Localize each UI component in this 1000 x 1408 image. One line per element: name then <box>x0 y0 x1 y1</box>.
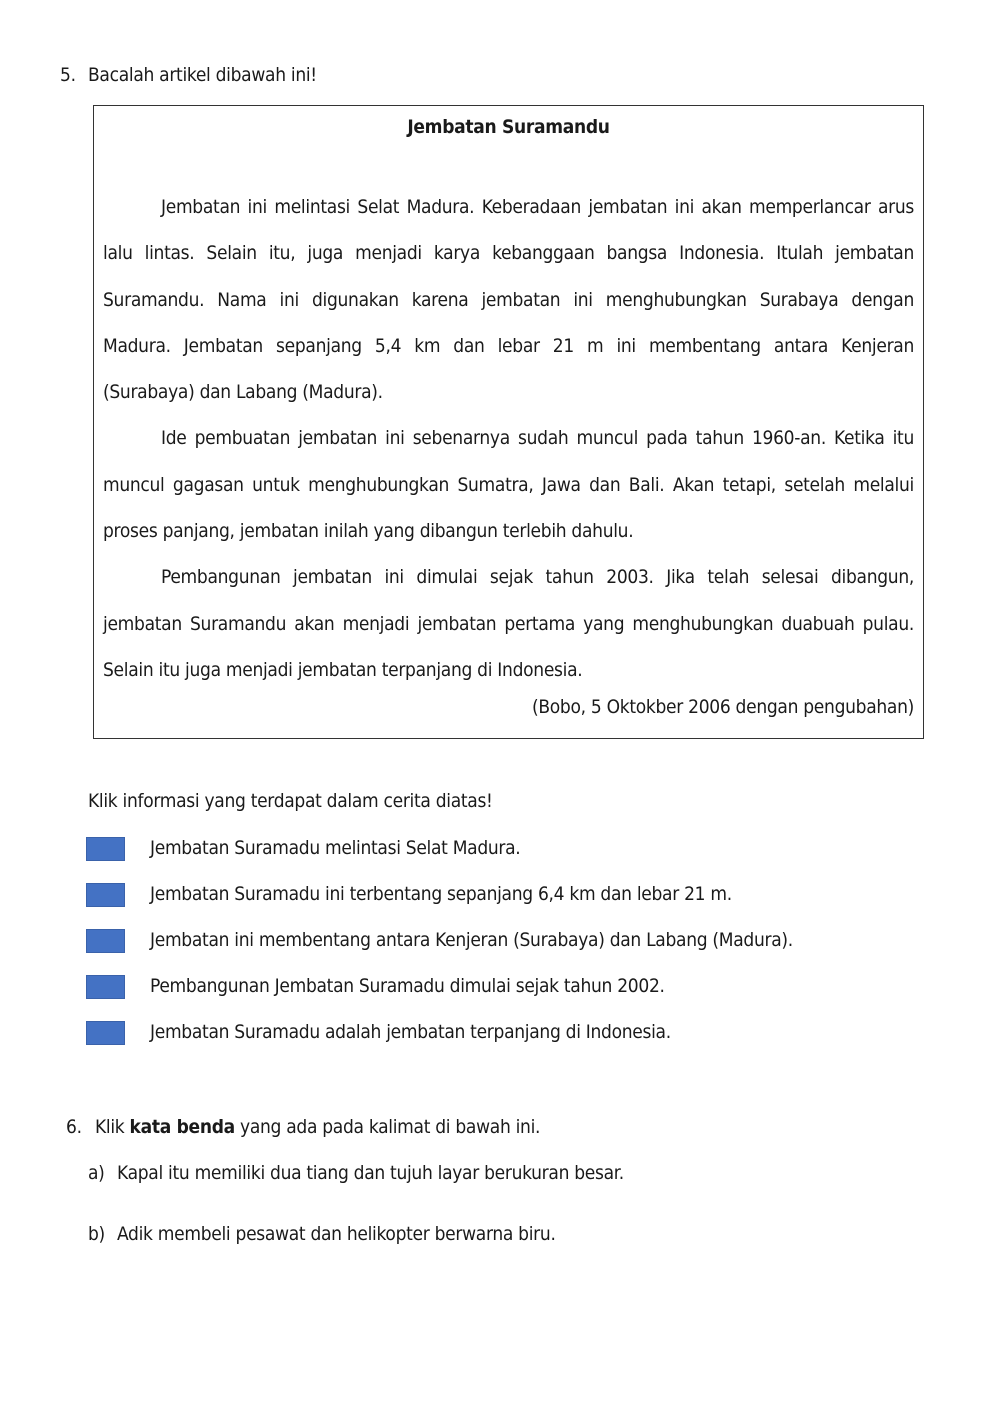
article-box <box>93 105 924 739</box>
option-1-checkbox[interactable] <box>86 837 125 861</box>
article-paragraph-3: Pembangunan jembatan ini dimulai sejak tahun 2003. Jika telah selesai dibangun, jembatan Suramandu akan menjadi jembatan pertama yang menghubungkan duabuah pulau. Selain itu juga menjadi jembatan terpanjang di Indonesia. <box>103 566 914 681</box>
option-5-checkbox[interactable] <box>86 1021 125 1045</box>
sentence-b[interactable] <box>88 1223 556 1245</box>
question-6-heading <box>66 1115 540 1139</box>
question-6-number: 6. <box>66 1116 82 1138</box>
option-3-label: Jembatan ini membentang antara Kenjeran (Surabaya) dan Labang (Madura). <box>150 929 793 951</box>
article-paragraph-2: Ide pembuatan jembatan ini sebenarnya sudah muncul pada tahun 1960-an. Ketika itu muncul gagasan untuk menghubungkan Sumatra, Jawa dan Bali. Akan tetapi, setelah melalui proses panjang, jembatan inilah yang dibangun terlebih dahulu. <box>103 427 914 543</box>
sentence-a-letter: a) <box>88 1162 105 1184</box>
sentence-b-text[interactable]: Adik membeli pesawat dan helikopter berwarna biru. <box>117 1223 556 1245</box>
question-5-heading <box>60 63 317 87</box>
article-source: (Bobo, 5 Oktokber 2006 dengan pengubahan) <box>531 696 914 718</box>
question-5-prompt: Bacalah artikel dibawah ini! <box>88 64 317 86</box>
question-5-number: 5. <box>60 64 76 86</box>
option-2-checkbox[interactable] <box>86 883 125 907</box>
sentence-a-text[interactable]: Kapal itu memiliki dua tiang dan tujuh layar berukuran besar. <box>117 1162 624 1184</box>
option-2-label: Jembatan Suramadu ini terbentang sepanjang 6,4 km dan lebar 21 m. <box>150 883 732 905</box>
instruction-text: Klik informasi yang terdapat dalam cerita diatas! <box>88 790 493 812</box>
article-paragraph-1: Jembatan ini melintasi Selat Madura. Keberadaan jembatan ini akan memperlancar arus lalu lintas. Selain itu, juga menjadi karya kebanggaan bangsa Indonesia. Itulah jembatan Suramandu. Nama ini digunakan karena jembatan ini menghubungkan Surabaya dengan Madura. Jembatan sepanjang 5,4 km dan lebar 21 m ini membentang antara Kenjeran (Surabaya) dan Labang (Madura). <box>103 196 914 404</box>
option-3-checkbox[interactable] <box>86 929 125 953</box>
article-title: Jembatan Suramandu <box>407 116 610 138</box>
option-4-label: Pembangunan Jembatan Suramadu dimulai sejak tahun 2002. <box>150 975 665 997</box>
question-6-suffix: yang ada pada kalimat di bawah ini. <box>240 1116 541 1138</box>
question-6-bold: kata benda <box>129 1116 235 1138</box>
question-6-prefix: Klik <box>95 1116 125 1138</box>
sentence-b-letter: b) <box>88 1223 105 1245</box>
option-1-label: Jembatan Suramadu melintasi Selat Madura. <box>150 837 521 859</box>
article-body <box>103 184 914 693</box>
option-5-label: Jembatan Suramadu adalah jembatan terpanjang di Indonesia. <box>150 1021 671 1043</box>
sentence-a[interactable] <box>88 1162 624 1184</box>
option-4-checkbox[interactable] <box>86 975 125 999</box>
